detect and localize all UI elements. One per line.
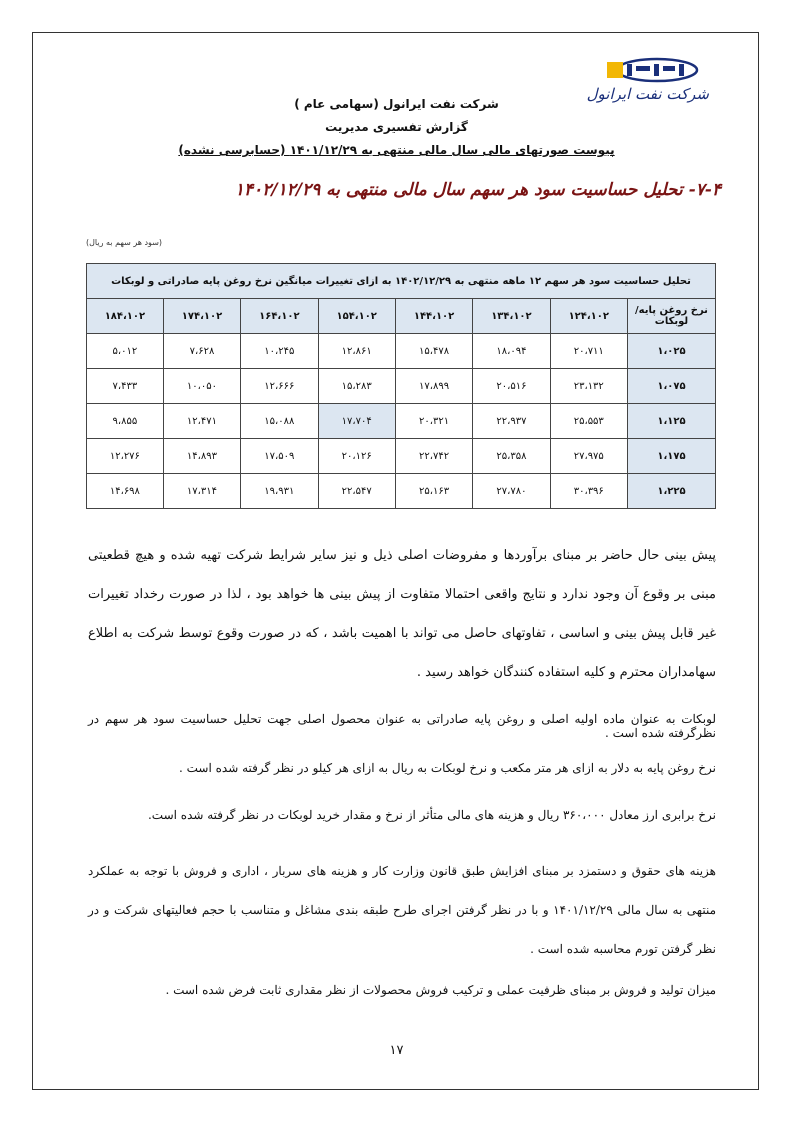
column-header: ۱۲۴،۱۰۲ bbox=[550, 299, 627, 334]
table-cell: ۱۰،۰۵۰ bbox=[163, 369, 240, 404]
table-cell: ۱۵،۰۸۸ bbox=[241, 404, 318, 439]
table-cell: ۱۷،۳۱۴ bbox=[163, 474, 240, 509]
table-cell: ۲۲،۹۳۷ bbox=[473, 404, 550, 439]
table-row bbox=[87, 334, 716, 369]
column-header: ۱۵۴،۱۰۲ bbox=[318, 299, 395, 334]
table-cell: ۲۲،۷۴۲ bbox=[395, 439, 472, 474]
report-subtitle: پیوست صورتهای مالی سال مالی منتهی به ۱۴۰۱/۱۲/۲۹ (حسابرسی نشده) bbox=[178, 143, 615, 157]
table-cell: ۲۳،۱۳۲ bbox=[550, 369, 627, 404]
table-cell: ۱۴،۸۹۳ bbox=[163, 439, 240, 474]
table-cell: ۲۷،۷۸۰ bbox=[473, 474, 550, 509]
table-cell: ۲۰،۱۲۶ bbox=[318, 439, 395, 474]
table-cell: ۱۸،۰۹۴ bbox=[473, 334, 550, 369]
column-header: ۱۸۴،۱۰۲ bbox=[87, 299, 164, 334]
table-cell: ۲۵،۳۵۸ bbox=[473, 439, 550, 474]
table-cell: ۲۵،۱۶۳ bbox=[395, 474, 472, 509]
unit-note: (سود هر سهم به ریال) bbox=[86, 238, 163, 247]
table-cell: ۲۲،۵۴۷ bbox=[318, 474, 395, 509]
assumption-costs-paragraph: هزینه های حقوق و دستمزد بر مبنای افزایش طبق قانون وزارت کار و هزینه های سربار ، اداری و فروش با توجه به عملکرد منتهی به سال مالی ۱۴۰۱/۱۲/۲۹ و با در نظر گرفتن اجرای طرح طبقه بندی مشاغل و متناسب با حجم فعالیتهای شرکت و در نظر گرفتن تورم محاسبه شده است . bbox=[88, 864, 717, 956]
table-cell: ۷،۶۲۸ bbox=[163, 334, 240, 369]
assumption-fx-paragraph: نرخ برابری ارز معادل ۳۶۰،۰۰۰ ریال و هزینه های مالی متأثر از نرخ و مقدار خرید لوبکات در نظر گرفته شده است. bbox=[147, 808, 716, 822]
highlighted-base-cell: ۱۷،۷۰۴ bbox=[318, 404, 395, 439]
assumption-rates-paragraph: نرخ روغن پایه به دلار به ازای هر متر مکعب و نرخ لوبکات به ریال به ازای هر کیلو در نظر گرفته شده است . bbox=[179, 761, 716, 775]
table-row bbox=[87, 404, 716, 439]
table-cell: ۱۷،۸۹۹ bbox=[395, 369, 472, 404]
column-header: ۱۳۴،۱۰۲ bbox=[473, 299, 550, 334]
assumption-production-paragraph: میزان تولید و فروش بر مبنای ظرفیت عملی و ترکیب فروش محصولات از نظر مقداری ثابت فرض شده است . bbox=[165, 983, 716, 997]
column-header: ۱۴۴،۱۰۲ bbox=[395, 299, 472, 334]
table-cell: ۲۰،۵۱۶ bbox=[473, 369, 550, 404]
table-row bbox=[87, 369, 716, 404]
table-cell: ۱۷،۵۰۹ bbox=[241, 439, 318, 474]
table-row bbox=[87, 439, 716, 474]
assumptions-intro-paragraph: پیش بینی حال حاضر بر مبنای برآوردها و مفروضات اصلی ذیل و نیز سایر شرایط شرکت تهیه شده و هیچ قطعیتی مبنی بر وقوع آن وجود ندارد و نتایج واقعی احتمالا متفاوت از پیش بینی ها خواهد بود ، لذا در صورت رخداد تغییرات غیر قابل پیش بینی و اساسی ، تفاوتهای حاصل می تواند با اهمیت باشد ، که در صورت وقوع توسط شرکت به اطلاع سهامداران محترم و کلیه استفاده کنندگان خواهد رسید . bbox=[88, 548, 716, 680]
table-cell: ۹،۸۵۵ bbox=[87, 404, 164, 439]
section-title: ۷-۴- تحلیل حساسیت سود هر سهم سال مالی منتهی به ۱۴۰۲/۱۲/۲۹ bbox=[234, 180, 721, 200]
table-cell: ۲۷،۹۷۵ bbox=[550, 439, 627, 474]
table-caption: تحلیل حساسیت سود هر سهم ۱۲ ماهه منتهی به ۱۴۰۲/۱۲/۲۹ به ازای تغییرات میانگین نرخ روغن پایه صادراتی و لوبکات bbox=[87, 264, 716, 299]
table-cell: ۱۲،۴۷۱ bbox=[163, 404, 240, 439]
rate-cell: ۱،۲۲۵ bbox=[627, 474, 715, 509]
table-cell: ۱۲،۶۶۶ bbox=[241, 369, 318, 404]
table-cell: ۵،۰۱۲ bbox=[87, 334, 164, 369]
table-cell: ۱۹،۹۳۱ bbox=[241, 474, 318, 509]
rate-cell: ۱،۱۷۵ bbox=[627, 439, 715, 474]
table-cell: ۳۰،۳۹۶ bbox=[550, 474, 627, 509]
page-number: ۱۷ bbox=[389, 1043, 404, 1058]
table-corner-header: نرخ روغن پایه/لوبکات bbox=[627, 299, 715, 334]
table-cell: ۱۲،۸۶۱ bbox=[318, 334, 395, 369]
rate-cell: ۱،۰۲۵ bbox=[627, 334, 715, 369]
assumption-lubcut-paragraph: لوبکات به عنوان ماده اولیه اصلی و روغن پایه صادراتی به عنوان محصول اصلی جهت تحلیل حساسیت سود هر سهم در نظرگرفته شده است . bbox=[88, 712, 716, 740]
table-cell: ۲۰،۷۱۱ bbox=[550, 334, 627, 369]
rate-cell: ۱،۰۷۵ bbox=[627, 369, 715, 404]
table-cell: ۲۵،۵۵۳ bbox=[550, 404, 627, 439]
iranol-logo-mark-icon bbox=[599, 57, 699, 83]
table-cell: ۱۰،۲۴۵ bbox=[241, 334, 318, 369]
table-cell: ۷،۴۳۳ bbox=[87, 369, 164, 404]
column-header: ۱۶۴،۱۰۲ bbox=[241, 299, 318, 334]
logo-subtext: شرکت نفت ایرانول bbox=[586, 85, 709, 103]
table-cell: ۲۰،۳۲۱ bbox=[395, 404, 472, 439]
table-cell: ۱۵،۴۷۸ bbox=[395, 334, 472, 369]
column-header: ۱۷۴،۱۰۲ bbox=[163, 299, 240, 334]
report-title: گزارش تفسیری مدیریت bbox=[325, 120, 468, 134]
sensitivity-table bbox=[86, 263, 716, 509]
table-cell: ۱۵،۲۸۳ bbox=[318, 369, 395, 404]
company-name: شرکت نفت ایرانول (سهامی عام ) bbox=[294, 97, 499, 111]
rate-cell: ۱،۱۲۵ bbox=[627, 404, 715, 439]
table-row bbox=[87, 474, 716, 509]
table-cell: ۱۲،۲۷۶ bbox=[87, 439, 164, 474]
table-cell: ۱۴،۶۹۸ bbox=[87, 474, 164, 509]
